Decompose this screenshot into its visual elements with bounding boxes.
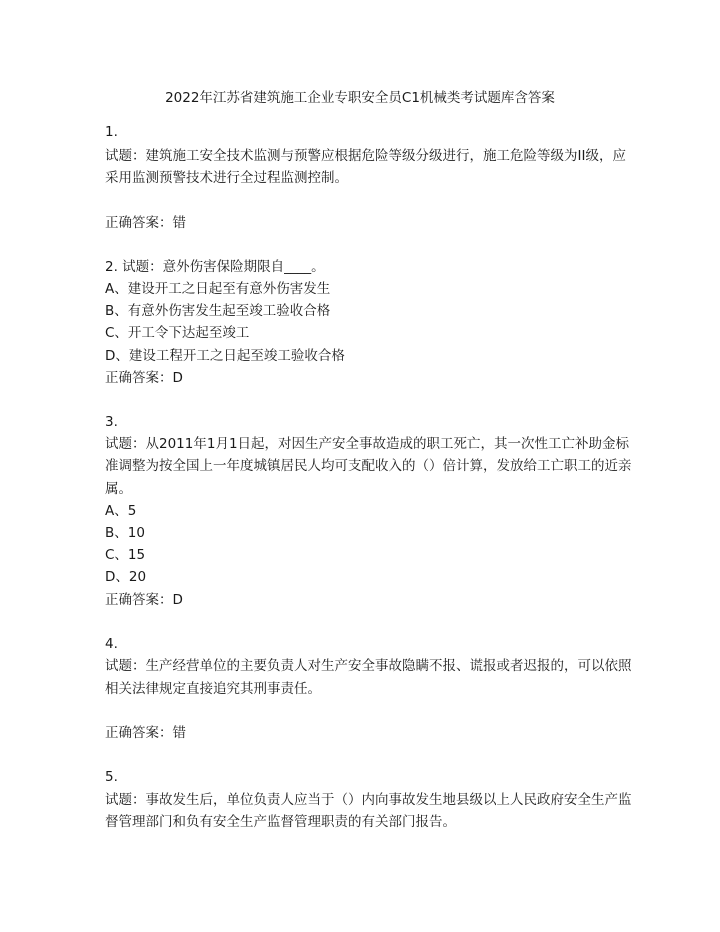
question-2-option-b: B、有意外伤害发生起至竣工验收合格 (105, 303, 331, 319)
question-1-stem-line-2: 采用监测预警技术进行全过程监测控制。 (105, 170, 348, 186)
question-2-stem: 2. 试题：意外伤害保险期限自____。 (105, 259, 325, 275)
document-title: 2022年江苏省建筑施工企业专职安全员C1机械类考试题库含答案 (165, 90, 555, 106)
question-3-option-a: A、5 (105, 503, 137, 519)
question-5-number: 5. (105, 769, 118, 785)
question-2-option-d: D、建设工程开工之日起至竣工验收合格 (105, 348, 345, 364)
question-3-option-d: D、20 (105, 569, 147, 585)
question-4-number: 4. (105, 636, 118, 652)
question-2-option-c: C、开工令下达起至竣工 (105, 325, 250, 341)
question-5-stem-line-1: 试题：事故发生后，单位负责人应当于（）内向事故发生地县级以上人民政府安全生产监 (105, 792, 632, 808)
question-2-option-a: A、建设开工之日起至有意外伤害发生 (105, 281, 331, 297)
question-3-stem-line-1: 试题：从2011年1月1日起，对因生产安全事故造成的职工死亡，其一次性工亡补助金标 (105, 436, 630, 452)
question-4-stem-line-2: 相关法律规定直接追究其刑事责任。 (105, 681, 321, 697)
question-2-answer: 正确答案：D (105, 370, 183, 386)
question-3-stem-line-3: 属。 (105, 481, 132, 497)
question-1-stem-line-1: 试题：建筑施工安全技术监测与预警应根据危险等级分级进行，施工危险等级为II级，应 (105, 148, 626, 164)
question-3-number: 3. (105, 414, 118, 430)
question-1-number: 1. (105, 124, 118, 140)
question-3-option-c: C、15 (105, 547, 146, 563)
question-5-stem-line-2: 督管理部门和负有安全生产监督管理职责的有关部门报告。 (105, 814, 456, 830)
question-3-option-b: B、10 (105, 525, 145, 541)
question-4-answer: 正确答案：错 (105, 725, 186, 741)
question-3-answer: 正确答案：D (105, 592, 183, 608)
question-4-stem-line-1: 试题：生产经营单位的主要负责人对生产安全事故隐瞒不报、谎报或者迟报的，可以依照 (105, 658, 632, 674)
question-3-stem-line-2: 准调整为按全国上一年度城镇居民人均可支配收入的（）倍计算，发放给工亡职工的近亲 (105, 458, 632, 474)
question-1-answer: 正确答案：错 (105, 215, 186, 231)
